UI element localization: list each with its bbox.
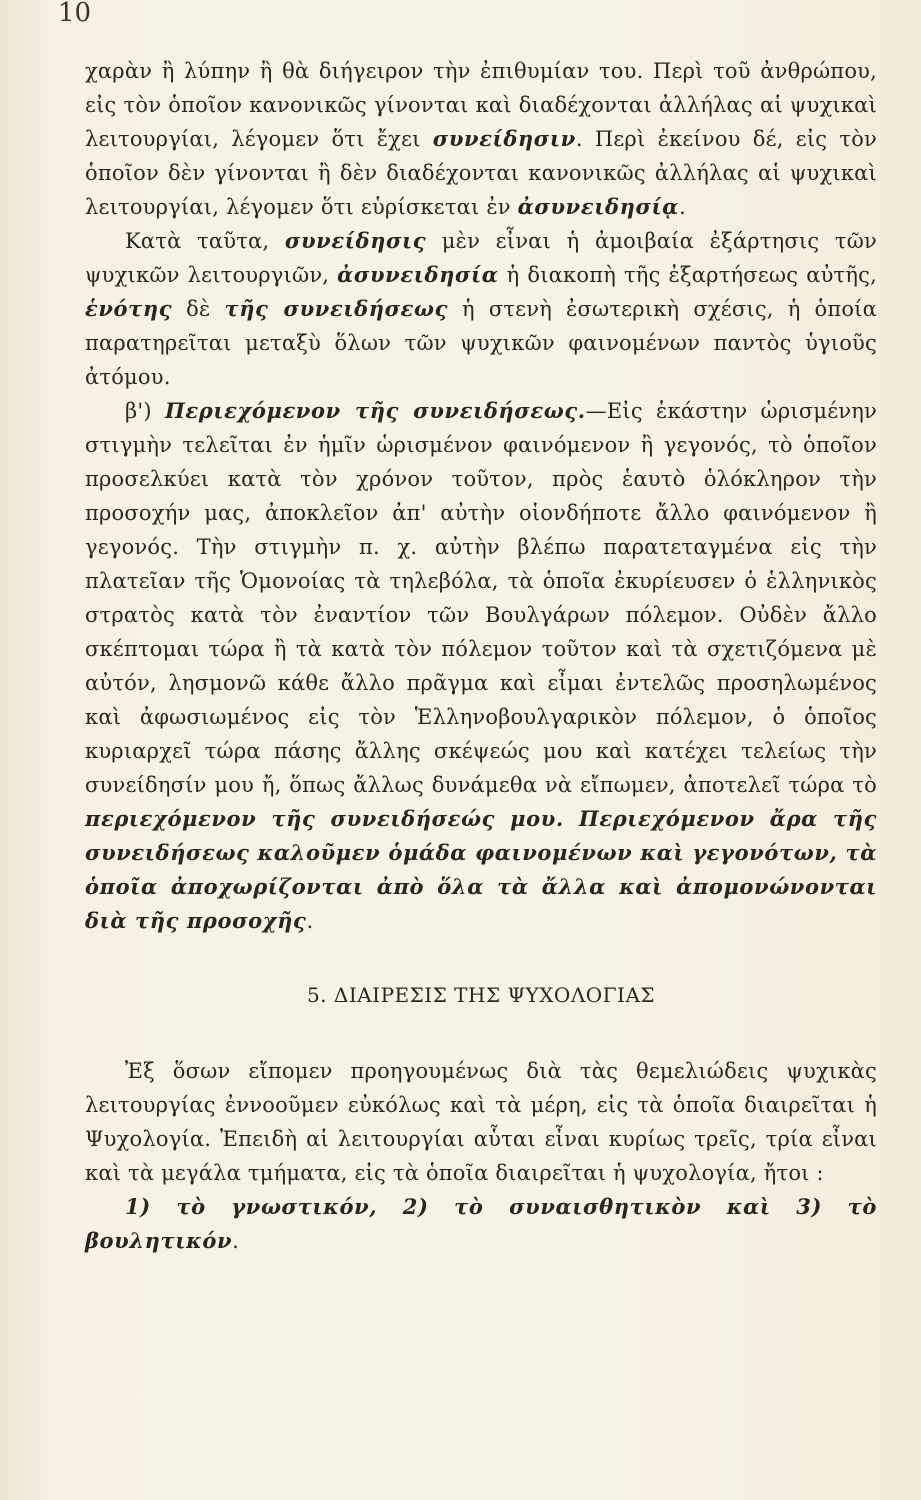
paragraph-consciousness-summary bbox=[85, 224, 877, 394]
text-run: ἡ διακοπὴ τῆς ἐξαρτήσεως αὐτῆς, bbox=[498, 263, 877, 287]
paragraph-divisions-list bbox=[85, 1190, 877, 1258]
text-run: Κατὰ ταῦτα, bbox=[125, 229, 285, 253]
emphasis-term: ἀσυνειδησίᾳ bbox=[517, 194, 680, 219]
emphasis-term: συνείδησιν bbox=[432, 126, 576, 151]
emphasis-term: τῆς συνειδήσεως bbox=[224, 296, 448, 321]
emphasis-term: συνείδησις bbox=[284, 228, 427, 253]
text-run: δὲ bbox=[172, 297, 225, 321]
text-run: . bbox=[306, 909, 314, 933]
page-number: 10 bbox=[58, 0, 92, 28]
text-run: μὲν εἶναι ἡ ἀμοιβαία ἐξάρτησις τῶν ψυχικῶν λειτουργιῶν, bbox=[85, 229, 877, 287]
text-run: —Εἰς ἑκάστην ὡρισμένην στιγμὴν τελεῖται ἐν ἡμῖν ὡρισμένον φαινόμενον ἢ γεγονός, τὸ ὁποῖον προσελκύει κατὰ τὸν χρόνον τοῦτον, πρὸς ἑαυτὸ ὁλόκληρον τὴν προσοχήν μας, ἀποκλεῖον ἀπ' αὐτὴν οἱονδήποτε ἄλλο φαινόμενον ἢ γεγονός. Τὴν στιγμὴν π. χ. αὐτὴν βλέπω παρατεταγμένα εἰς τὴν πλατεῖαν τῆς Ὁμονοίας τὰ τηλεβόλα, τὰ ὁποῖα ἐκυρίευσεν ὁ ἑλληνικὸς στρατὸς κατὰ τὸν ἐναντίον τῶν Βουλγάρων πόλεμον. Οὐδὲν ἄλλο σκέπτομαι τώρα ἢ τὰ κατὰ τὸν πόλεμον τοῦτον καὶ τὰ σχετιζόμενα μὲ αὐτόν, λησμονῶ κάθε ἄλλο πρᾶγμα καὶ εἶμαι ἐντελῶς προσηλωμένος καὶ ἀφωσιωμένος εἰς τὸν Ἑλληνοβουλγαρικὸν πόλεμον, ὁ ὁποῖος κυριαρχεῖ τώρα πάσης ἄλλης σκέψεώς μου καὶ κατέχει τελείως τὴν συνείδησίν μου ἤ, ὅπως ἄλλως δυνάμεθα νὰ εἴπωμεν, ἀποτελεῖ τώρα τὸ bbox=[85, 399, 877, 797]
text-run: β') bbox=[125, 399, 165, 423]
emphasis-divisions: 1) τὸ γνωστικόν, 2) τὸ συναισθητικὸν καὶ 3) τὸ βουλητικόν bbox=[85, 1194, 877, 1253]
emphasis-term: ἑνότης bbox=[85, 296, 173, 321]
paragraph-consciousness-definition bbox=[85, 54, 877, 224]
paragraph-content-of-consciousness bbox=[85, 394, 877, 938]
text-run: χαρὰν ἢ λύπην ἢ θὰ διήγειρον τὴν ἐπιθυμίαν του. Περὶ τοῦ ἀνθρώπου, εἰς τὸν ὁποῖον κανονικῶς γίνονται καὶ διαδέχονται ἀλλήλας αἱ ψυχικαὶ λειτουργίαι, λέγομεν ὅτι ἔχει bbox=[85, 59, 877, 151]
emphasis-term: ἀσυνειδησία bbox=[337, 262, 499, 287]
body-text bbox=[85, 54, 877, 1258]
paragraph-division-of-psychology bbox=[85, 1054, 877, 1190]
text-run: . Περὶ ἐκείνου δέ, εἰς τὸν ὁποῖον δὲν γίνονται ἢ δὲν διαδέχονται κανονικῶς ἀλλήλας αἱ ψυχικαὶ λειτουργίαι, λέγομεν ὅτι εὑρίσκεται ἐν bbox=[85, 127, 877, 219]
text-run: ἡ στενὴ ἐσωτερικὴ σχέσις, ἡ ὁποία παρατηρεῖται μεταξὺ ὅλων τῶν ψυχικῶν φαινομένων παντὸς ὑγιοῦς ἀτόμου. bbox=[85, 297, 877, 389]
subsection-title: Περιεχόμενον τῆς συνειδήσεως. bbox=[164, 398, 586, 423]
text-run: . bbox=[232, 1229, 240, 1253]
emphasis-definition: περιεχόμενον τῆς συνειδήσεώς μου. Περιεχόμενον ἄρα τῆς συνειδήσεως καλοῦμεν ὁμάδα φαινομένων καὶ γεγονότων, τὰ ὁποῖα ἀποχωρίζονται ἀπὸ ὅλα τὰ ἄλλα καὶ ἀπομονώνονται διὰ τῆς προσοχῆς bbox=[85, 806, 877, 933]
section-heading: 5. ΔΙΑΙΡΕΣΙΣ ΤΗΣ ΨΥΧΟΛΟΓΙΑΣ bbox=[306, 983, 656, 1007]
text-run: . bbox=[679, 195, 686, 219]
text-run: Ἐξ ὅσων εἴπομεν προηγουμένως διὰ τὰς θεμελιώδεις ψυχικὰς λειτουργίας ἐννοοῦμεν εὐκόλως καὶ τὰ μέρη, εἰς τὰ ὁποῖα διαιρεῖται ἡ Ψυχολογία. Ἐπειδὴ αἱ λειτουργίαι αὗται εἶναι κυρίως τρεῖς, τρία εἶναι καὶ τὰ μεγάλα τμήματα, εἰς τὰ ὁποῖα διαιρεῖται ἡ ψυχολογία, ἤτοι : bbox=[85, 1059, 877, 1185]
